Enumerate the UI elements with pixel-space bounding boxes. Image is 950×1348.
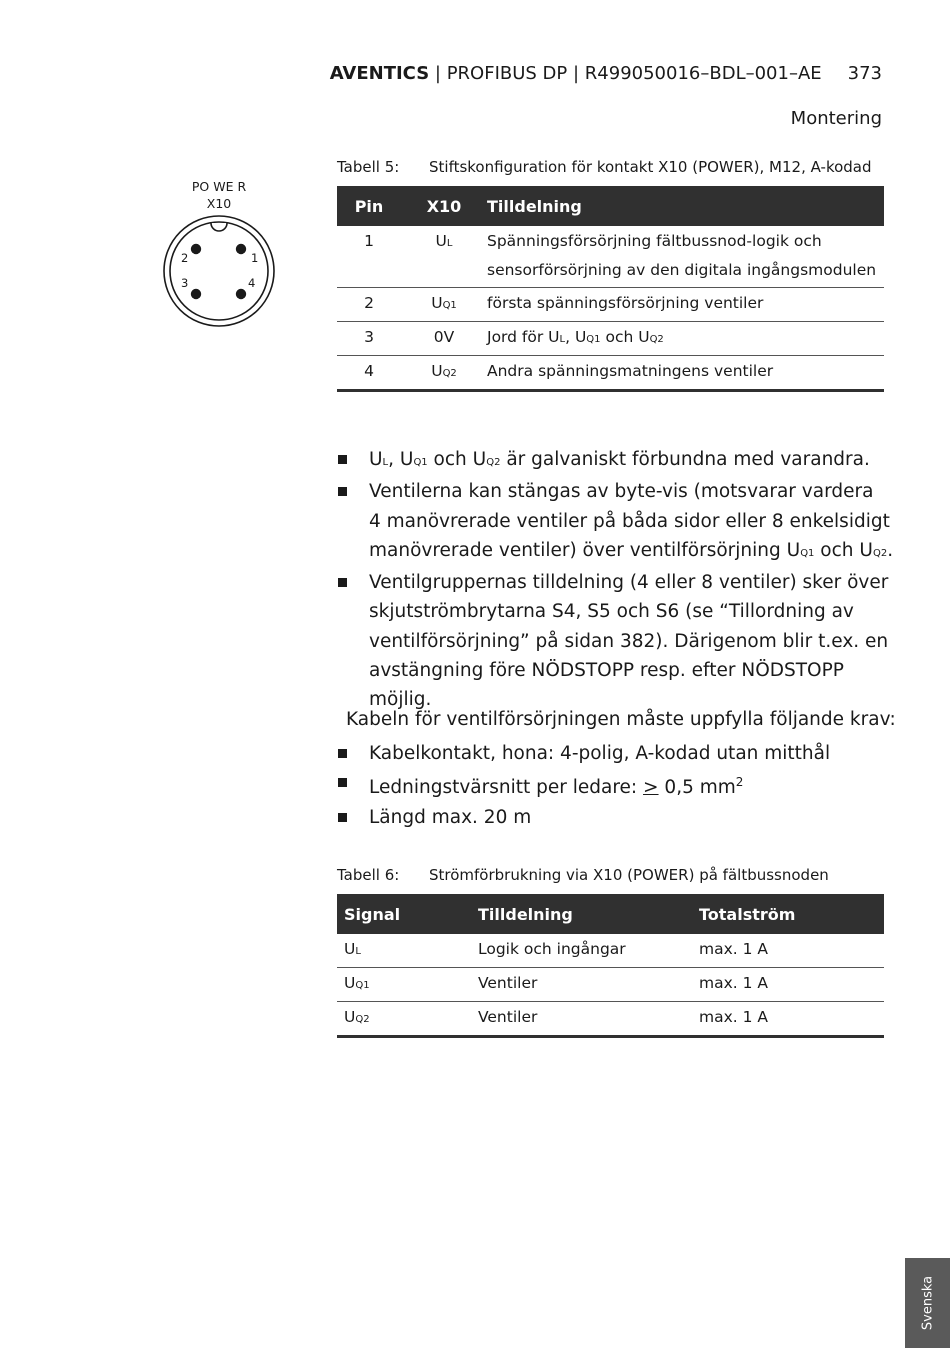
cable-requirements-list [337,739,897,832]
table-row [337,356,884,391]
table-header-row [337,894,884,934]
signal-cell: UQ1 [337,968,471,1002]
table-row [337,968,884,1002]
x10-cell: UQ1 [401,288,487,322]
pin-assignment-table [337,186,884,392]
bullet-square-icon [338,455,347,464]
assignment-cell: Jord för UL, UQ1 och UQ2 [487,322,884,356]
pin-2-dot [191,244,201,254]
cable-requirements-intro: Kabeln för ventilförsörjningen måste uppfylla följande krav: [346,709,896,730]
figure-label-x10: X10 [206,196,232,211]
pin-cell: 2 [337,288,401,322]
pin-4-dot [236,289,246,299]
signal-cell: UL [337,934,471,968]
section-title: Montering [790,108,882,129]
assignment-cell: Ventiler [471,968,692,1002]
running-header [330,63,882,84]
pin-1-dot [236,244,246,254]
bullet-square-icon [338,813,347,822]
pin-1-label: 1 [251,251,259,265]
assignment-cell: Andra spänningsmatningens ventiler [487,356,884,391]
table-row [337,322,884,356]
bullet-square-icon [338,778,347,787]
total-current-cell: max. 1 A [692,934,884,968]
column-header-total-current: Totalström [692,894,884,934]
pin-3-dot [191,289,201,299]
language-tab-label: Svenska [920,1275,935,1331]
notes-list [337,445,897,715]
column-header-x10: X10 [401,186,487,226]
pin-3-label: 3 [181,276,189,290]
pin-cell: 4 [337,356,401,391]
table6-caption [337,866,829,884]
bullet-square-icon [338,749,347,758]
current-consumption-table [337,894,884,1038]
x10-cell: UQ2 [401,356,487,391]
assignment-cell: Spänningsförsörjning fältbussnod-logik och sensorförsörjning av den digitala ingångsmodulen [487,226,884,288]
brand-name: AVENTICS [329,63,430,84]
list-item: Längd max. 20 m [337,803,897,832]
x10-cell: UL [401,226,487,288]
table5-caption-label: Tabell 5: [337,158,400,176]
table6-caption-text: Strömförbrukning via X10 (POWER) på fältbussnoden [429,866,829,884]
language-tab [905,1258,950,1348]
column-header-assignment: Tilldelning [487,186,884,226]
page-number: 373 [847,63,882,84]
list-item: UL, UQ1 och UQ2 är galvaniskt förbundna med varandra. [337,445,897,477]
total-current-cell: max. 1 A [692,1002,884,1037]
document-id: | PROFIBUS DP | R499050016–BDL–001–AE [429,63,822,84]
column-header-assignment: Tilldelning [471,894,692,934]
table-row [337,934,884,968]
pin-2-label: 2 [181,251,189,265]
table-row [337,288,884,322]
list-item: Kabelkontakt, hona: 4-polig, A-kodad utan mitthål [337,739,897,768]
pin-cell: 3 [337,322,401,356]
figure-label-power: PO WE R [191,179,247,194]
table-header-row [337,186,884,226]
bullet-square-icon [338,578,347,587]
signal-cell: UQ2 [337,1002,471,1037]
x10-cell: 0V [401,322,487,356]
assignment-cell: Ventiler [471,1002,692,1037]
list-item: Ventilgruppernas tilldelning (4 eller 8 ventiler) sker över skjutströmbrytarna S4, S5 och S6 (se “Tillordning av ventilförsörjning” på sidan 382). Därigenom blir t.ex. en avstängning före NÖDSTOPP resp. efter NÖDSTOPP möjlig. [337,568,897,714]
assignment-cell: första spänningsförsörjning ventiler [487,288,884,322]
m12-connector-diagram [155,178,285,333]
assignment-cell: Logik och ingångar [471,934,692,968]
total-current-cell: max. 1 A [692,968,884,1002]
list-item: Ledningstvärsnitt per ledare: > 0,5 $mm^2$ [337,768,897,802]
list-item: Ventilerna kan stängas av byte-vis (motsvarar vardera 4 manövrerade ventiler på båda sidor eller 8 enkelsidigt manövrerade ventiler) över ventilförsörjning UQ1 och UQ2. [337,477,897,568]
table5-caption-text: Stiftskonfiguration för kontakt X10 (POWER), M12, A-kodad [429,158,872,176]
column-header-signal: Signal [337,894,471,934]
table6-caption-label: Tabell 6: [337,866,400,884]
table5-caption [337,158,872,176]
table-row [337,1002,884,1037]
pin-cell: 1 [337,226,401,288]
column-header-pin: Pin [337,186,401,226]
bullet-square-icon [338,487,347,496]
table-row [337,226,884,288]
pin-4-label: 4 [248,276,256,290]
